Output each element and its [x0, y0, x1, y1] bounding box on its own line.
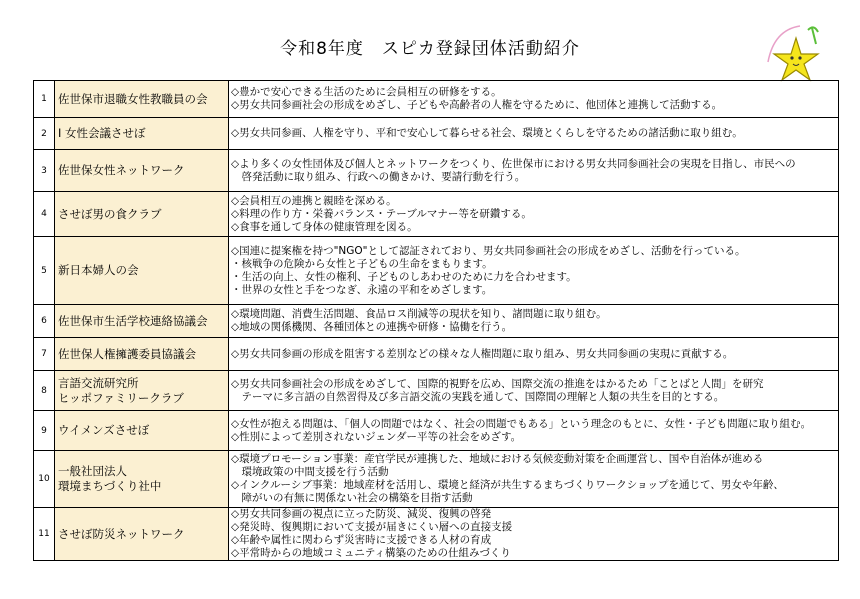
group-name-line: 佐世保市退職女性教職員の会: [58, 91, 208, 106]
row-number: 1: [34, 81, 55, 118]
row-number: 5: [34, 237, 55, 305]
row-number: 3: [34, 150, 55, 192]
group-name: [55, 192, 229, 237]
activity-line: 啓発活動に取り組み、行政への働きかけ、要請行動を行う。: [231, 170, 526, 183]
group-name-line: 佐世保市生活学校連絡協議会: [58, 313, 208, 328]
table-row: [34, 371, 839, 411]
row-number: 9: [34, 411, 55, 451]
group-name: [55, 305, 229, 338]
group-activities: [229, 192, 839, 237]
row-number: 6: [34, 305, 55, 338]
activity-line: ◇男女共同参画社会の形成をめざして、国際的視野を広め、国際交流の推進をはかるため「ことばと人間」を研究: [231, 377, 764, 390]
activity-line: ◇環境プロモーション事業：産官学民が連携した、地域における気候変動対策を企画運営し、国や自治体が進める: [231, 453, 764, 465]
group-name-line: 環境まちづくり社中: [58, 479, 162, 493]
table-row: [34, 118, 839, 150]
row-number: 2: [34, 118, 55, 150]
table-row: [34, 150, 839, 192]
table-row: [34, 192, 839, 237]
activity-line: 環境政策の中間支援を行う活動: [231, 466, 389, 478]
group-name-line: I 女性会議させぼ: [58, 126, 146, 140]
activity-line: ◇男女共同参画社会の形成をめざし、子どもや高齢者の人権を守るために、他団体と連携して活動する。: [231, 99, 723, 111]
group-name: [55, 81, 229, 118]
activity-line: ◇環境問題、消費生活問題、食品ロス削減等の現状を知り、諸問題に取り組む。: [231, 308, 607, 320]
activity-line: ◇性別によって差別されないジェンダー平等の社会をめざす。: [231, 430, 522, 443]
group-name-line: ヒッポファミリークラブ: [58, 390, 184, 405]
activity-line: ◇インクルーシブ事業：地域産材を活用し、環境と経済が共生するまちづくりワークショップを通じて、男女や年齢、: [231, 479, 784, 491]
activity-line: ・生活の向上、女性の権利、子どものしあわせのために力を合わせます。: [231, 270, 577, 283]
row-number: 7: [34, 338, 55, 371]
group-name-line: させぼ男の食クラブ: [58, 206, 162, 221]
activity-line: ◇男女共同参画、人権を守り、平和で安心して暮らせる社会、環境とくらしを守るための諸活動に取り組む。: [231, 127, 743, 139]
group-activities: [229, 237, 839, 305]
activity-line: ◇平常時からの地域コミュニティ構築のための仕組みづくり: [231, 547, 511, 559]
row-number: 8: [34, 371, 55, 411]
activity-line: ◇より多くの女性団体及び個人とネットワークをつくり、佐世保市における男女共同参画社会の実現を目指し、市民への: [231, 157, 796, 170]
activity-line: ・世界の女性と手をつなぎ、永遠の平和をめざします。: [231, 283, 493, 296]
group-name-line: ウイメンズさせぼ: [58, 423, 150, 437]
table-row: [34, 338, 839, 371]
table-row: [34, 508, 839, 561]
group-activities: [229, 411, 839, 451]
activity-line: ◇年齢や属性に関わらず災害時に支援できる人材の育成: [231, 534, 492, 546]
group-name-line: 言語交流研究所: [58, 375, 139, 390]
table-row: [34, 451, 839, 508]
activity-line: ◇料理の作り方・栄養バランス・テーブルマナー等を研鑽する。: [231, 207, 532, 220]
group-name: [55, 451, 229, 508]
group-name-line: 新日本婦人の会: [58, 263, 139, 277]
activity-line: テーマに多言語の自然習得及び多言語交流の実践を通して、国際間の理解と人類の共生を目的とする。: [231, 390, 725, 403]
table-row: [34, 305, 839, 338]
row-number: 11: [34, 508, 55, 561]
activity-line: 障がいの有無に関係ない社会の構築を目指す活動: [231, 492, 473, 504]
activity-line: ◇食事を通して身体の健康管理を図る。: [231, 220, 418, 233]
row-number: 4: [34, 192, 55, 237]
table-row: [34, 237, 839, 305]
activity-line: ◇会員相互の連携と親睦を深める。: [231, 194, 397, 207]
group-name: [55, 508, 229, 561]
page-title: 令和8年度 スピカ登録団体活動紹介: [280, 39, 580, 59]
group-name: [55, 338, 229, 371]
group-activities: [229, 305, 839, 338]
star-mascot-icon: [760, 22, 822, 82]
group-activities: [229, 118, 839, 150]
group-name: [55, 118, 229, 150]
group-activities: [229, 150, 839, 192]
group-activities: [229, 338, 839, 371]
activity-line: ◇男女共同参画の視点に立った防災、減災、復興の啓発: [231, 508, 492, 520]
group-name-line: させぼ防災ネットワーク: [58, 526, 185, 541]
group-name-line: 一般社団法人: [58, 464, 127, 478]
activity-line: ◇男女共同参画の形成を阻害する差別などの様々な人権問題に取り組み、男女共同参画の実現に貢献する。: [231, 347, 734, 360]
group-name: [55, 150, 229, 192]
activity-line: ◇国連に提案権を持つ"NGO"として認証されており、男女共同参画社会の形成をめざし、活動を行っている。: [231, 244, 746, 257]
row-number: 10: [34, 451, 55, 508]
group-name: [55, 371, 229, 411]
group-activities: [229, 451, 839, 508]
activity-line: ◇地域の関係機関、各種団体との連携や研修・協働を行う。: [231, 321, 513, 333]
group-name: [55, 411, 229, 451]
group-activities: [229, 81, 839, 118]
activity-line: ◇発災時、復興期において支援が届きにくい層への直接支援: [231, 521, 513, 533]
table-row: [34, 411, 839, 451]
activity-line: ・核戦争の危険から女性と子どもの生命をまもります。: [231, 257, 493, 270]
group-activities: [229, 508, 839, 561]
table-row: [34, 81, 839, 118]
group-activities: [229, 371, 839, 411]
group-name: [55, 237, 229, 305]
group-name-line: 佐世保女性ネットワーク: [58, 163, 185, 177]
activity-line: ◇女性が抱える問題は、「個人の問題ではなく、社会の問題でもある」という理念のもとに、女性・子ども問題に取り組む。: [231, 417, 812, 430]
group-table: [33, 80, 839, 561]
group-name-line: 佐世保人権擁護委員協議会: [58, 346, 196, 361]
activity-line: ◇豊かで安心できる生活のために会員相互の研修をする。: [231, 86, 502, 98]
